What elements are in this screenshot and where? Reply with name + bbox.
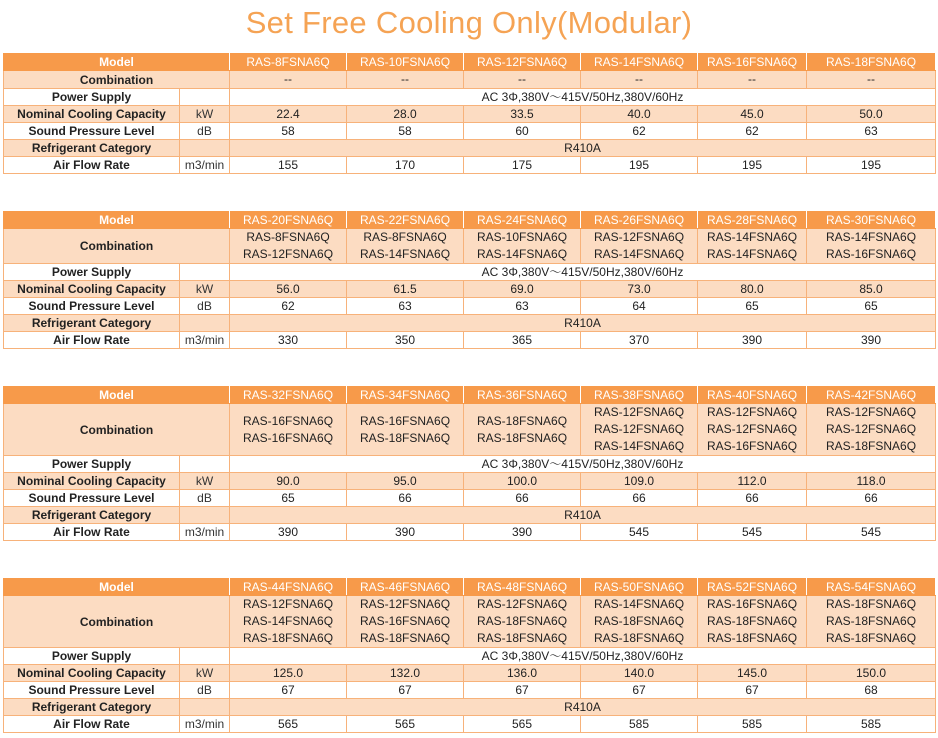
model-name: RAS-12FSNA6Q — [464, 54, 581, 71]
power-supply-unit — [180, 456, 230, 473]
combination-cell — [807, 596, 936, 648]
air-flow-label: Air Flow Rate — [4, 716, 180, 733]
air-flow-value: 390 — [698, 332, 807, 349]
combination-label: Combination — [4, 404, 230, 456]
refrigerant-unit — [180, 140, 230, 157]
combination-unit: RAS-14FSNA6Q — [594, 439, 685, 453]
sound-value: 66 — [464, 490, 581, 507]
model-name: RAS-38FSNA6Q — [581, 387, 698, 404]
combination-unit: RAS-14FSNA6Q — [826, 230, 917, 244]
combination-unit: RAS-18FSNA6Q — [826, 439, 917, 453]
cooling-unit: kW — [180, 473, 230, 490]
air-flow-value: 175 — [464, 157, 581, 174]
refrigerant-unit — [180, 507, 230, 524]
sound-pressure-label: Sound Pressure Level — [4, 123, 180, 140]
model-label: Model — [4, 579, 230, 596]
air-flow-value: 330 — [230, 332, 347, 349]
cooling-value: 109.0 — [581, 473, 698, 490]
combination-cell — [347, 229, 464, 264]
combination-unit: RAS-18FSNA6Q — [707, 631, 798, 645]
combination-unit: RAS-16FSNA6Q — [826, 247, 917, 261]
air-flow-row — [4, 716, 936, 733]
sound-value: 67 — [464, 682, 581, 699]
sound-value: 66 — [698, 490, 807, 507]
refrigerant-row — [4, 699, 936, 716]
cooling-value: 69.0 — [464, 281, 581, 298]
model-name: RAS-34FSNA6Q — [347, 387, 464, 404]
combination-unit: RAS-16FSNA6Q — [360, 413, 451, 428]
sound-value: 65 — [807, 298, 936, 315]
sound-pressure-label: Sound Pressure Level — [4, 298, 180, 315]
combination-cell — [230, 404, 347, 456]
air-flow-value: 585 — [581, 716, 698, 733]
combination-unit: RAS-16FSNA6Q — [707, 597, 798, 611]
cooling-capacity-row — [4, 106, 936, 123]
sound-unit: dB — [180, 682, 230, 699]
sound-value: 63 — [464, 298, 581, 315]
combination-label: Combination — [4, 596, 230, 648]
model-name: RAS-26FSNA6Q — [581, 212, 698, 229]
combination-unit: -- — [635, 72, 644, 86]
model-label: Model — [4, 212, 230, 229]
sound-value: 62 — [698, 123, 807, 140]
page-title: Set Free Cooling Only(Modular) — [245, 5, 693, 40]
combination-unit: RAS-18FSNA6Q — [826, 597, 917, 611]
model-label: Model — [4, 387, 230, 404]
cooling-unit: kW — [180, 665, 230, 682]
combination-unit: RAS-18FSNA6Q — [477, 631, 568, 645]
combination-unit: RAS-12FSNA6Q — [707, 405, 798, 419]
sound-unit: dB — [180, 298, 230, 315]
combination-label: Combination — [4, 71, 230, 89]
combination-unit: RAS-12FSNA6Q — [477, 597, 568, 611]
air-flow-unit: m3/min — [180, 157, 230, 174]
air-flow-label: Air Flow Rate — [4, 157, 180, 174]
air-flow-value: 585 — [807, 716, 936, 733]
model-name: RAS-44FSNA6Q — [230, 579, 347, 596]
power-supply-row — [4, 89, 936, 106]
spec-table — [3, 578, 936, 733]
combination-row — [4, 71, 936, 89]
combination-unit: RAS-14FSNA6Q — [243, 614, 334, 628]
cooling-capacity-row — [4, 473, 936, 490]
combination-unit: RAS-12FSNA6Q — [360, 597, 451, 611]
sound-value: 66 — [581, 490, 698, 507]
combination-cell — [347, 404, 464, 456]
cooling-capacity-label: Nominal Cooling Capacity — [4, 106, 180, 123]
combination-unit: RAS-12FSNA6Q — [826, 422, 917, 436]
combination-unit: RAS-8FSNA6Q — [246, 230, 330, 244]
combination-unit: RAS-18FSNA6Q — [477, 413, 568, 428]
air-flow-value: 565 — [464, 716, 581, 733]
air-flow-label: Air Flow Rate — [4, 524, 180, 541]
spec-table — [3, 386, 936, 541]
cooling-value: 85.0 — [807, 281, 936, 298]
combination-cell — [698, 71, 807, 89]
combination-cell — [581, 596, 698, 648]
sound-pressure-row — [4, 123, 936, 140]
combination-cell — [464, 71, 581, 89]
air-flow-value: 370 — [581, 332, 698, 349]
sound-value: 66 — [347, 490, 464, 507]
model-name: RAS-32FSNA6Q — [230, 387, 347, 404]
model-name: RAS-28FSNA6Q — [698, 212, 807, 229]
cooling-value: 118.0 — [807, 473, 936, 490]
combination-unit: RAS-18FSNA6Q — [594, 614, 685, 628]
combination-cell — [698, 596, 807, 648]
cooling-capacity-label: Nominal Cooling Capacity — [4, 473, 180, 490]
combination-cell — [347, 71, 464, 89]
power-supply-label: Power Supply — [4, 648, 180, 665]
air-flow-value: 545 — [807, 524, 936, 541]
cooling-capacity-row — [4, 665, 936, 682]
sound-value: 62 — [230, 298, 347, 315]
combination-unit: RAS-14FSNA6Q — [594, 597, 685, 611]
model-name: RAS-24FSNA6Q — [464, 212, 581, 229]
combination-cell — [581, 229, 698, 264]
combination-unit: -- — [284, 72, 293, 86]
power-supply-label: Power Supply — [4, 456, 180, 473]
refrigerant-unit — [180, 699, 230, 716]
air-flow-row — [4, 332, 936, 349]
model-name: RAS-54FSNA6Q — [807, 579, 936, 596]
model-name: RAS-40FSNA6Q — [698, 387, 807, 404]
cooling-value: 125.0 — [230, 665, 347, 682]
combination-cell — [807, 229, 936, 264]
cooling-capacity-label: Nominal Cooling Capacity — [4, 665, 180, 682]
air-flow-label: Air Flow Rate — [4, 332, 180, 349]
cooling-value: 50.0 — [807, 106, 936, 123]
cooling-value: 33.5 — [464, 106, 581, 123]
combination-cell — [230, 596, 347, 648]
model-name: RAS-10FSNA6Q — [347, 54, 464, 71]
air-flow-value: 350 — [347, 332, 464, 349]
model-name: RAS-42FSNA6Q — [807, 387, 936, 404]
cooling-value: 145.0 — [698, 665, 807, 682]
air-flow-value: 545 — [698, 524, 807, 541]
sound-value: 63 — [347, 298, 464, 315]
sound-pressure-row — [4, 490, 936, 507]
cooling-value: 150.0 — [807, 665, 936, 682]
sound-value: 65 — [698, 298, 807, 315]
cooling-unit: kW — [180, 281, 230, 298]
combination-unit: RAS-18FSNA6Q — [243, 631, 334, 645]
spec-table — [3, 53, 936, 174]
power-supply-unit — [180, 648, 230, 665]
cooling-value: 61.5 — [347, 281, 464, 298]
refrigerant-value: R410A — [230, 699, 936, 716]
cooling-value: 140.0 — [581, 665, 698, 682]
combination-unit: RAS-18FSNA6Q — [477, 614, 568, 628]
air-flow-value: 390 — [347, 524, 464, 541]
spec-table — [3, 211, 936, 349]
combination-unit: RAS-12FSNA6Q — [243, 597, 334, 611]
combination-unit: RAS-16FSNA6Q — [243, 413, 334, 428]
combination-unit: RAS-14FSNA6Q — [477, 247, 568, 261]
combination-unit: -- — [867, 72, 876, 86]
sound-value: 60 — [464, 123, 581, 140]
air-flow-value: 565 — [230, 716, 347, 733]
combination-unit: RAS-12FSNA6Q — [594, 405, 685, 419]
cooling-value: 112.0 — [698, 473, 807, 490]
power-supply-value: AC 3Φ,380V～415V/50Hz,380V/60Hz — [230, 456, 936, 473]
power-supply-row — [4, 264, 936, 281]
sound-value: 67 — [347, 682, 464, 699]
sound-value: 68 — [807, 682, 936, 699]
cooling-value: 45.0 — [698, 106, 807, 123]
air-flow-unit: m3/min — [180, 524, 230, 541]
sound-value: 63 — [807, 123, 936, 140]
sound-value: 64 — [581, 298, 698, 315]
sound-value: 66 — [807, 490, 936, 507]
cooling-value: 28.0 — [347, 106, 464, 123]
sound-unit: dB — [180, 123, 230, 140]
combination-unit: -- — [748, 72, 757, 86]
sound-pressure-label: Sound Pressure Level — [4, 490, 180, 507]
combination-unit: RAS-14FSNA6Q — [594, 247, 685, 261]
combination-unit: RAS-12FSNA6Q — [594, 230, 685, 244]
air-flow-row — [4, 524, 936, 541]
refrigerant-row — [4, 315, 936, 332]
power-supply-label: Power Supply — [4, 264, 180, 281]
cooling-value: 132.0 — [347, 665, 464, 682]
combination-cell — [464, 404, 581, 456]
air-flow-value: 195 — [581, 157, 698, 174]
model-name: RAS-18FSNA6Q — [807, 54, 936, 71]
power-supply-unit — [180, 264, 230, 281]
cooling-value: 95.0 — [347, 473, 464, 490]
air-flow-value: 170 — [347, 157, 464, 174]
combination-unit: RAS-16FSNA6Q — [243, 430, 334, 445]
refrigerant-row — [4, 507, 936, 524]
combination-cell — [807, 71, 936, 89]
air-flow-value: 565 — [347, 716, 464, 733]
model-name: RAS-16FSNA6Q — [698, 54, 807, 71]
combination-unit: RAS-18FSNA6Q — [477, 430, 568, 445]
combination-unit: RAS-16FSNA6Q — [707, 439, 798, 453]
air-flow-row — [4, 157, 936, 174]
sound-value: 65 — [230, 490, 347, 507]
refrigerant-value: R410A — [230, 140, 936, 157]
sound-value: 62 — [581, 123, 698, 140]
air-flow-unit: m3/min — [180, 332, 230, 349]
sound-pressure-row — [4, 682, 936, 699]
sound-value: 58 — [230, 123, 347, 140]
combination-unit: RAS-16FSNA6Q — [360, 614, 451, 628]
combination-row — [4, 229, 936, 264]
refrigerant-label: Refrigerant Category — [4, 699, 180, 716]
combination-row — [4, 596, 936, 648]
cooling-value: 22.4 — [230, 106, 347, 123]
combination-unit: RAS-18FSNA6Q — [826, 614, 917, 628]
air-flow-value: 195 — [807, 157, 936, 174]
combination-unit: -- — [401, 72, 410, 86]
air-flow-value: 390 — [230, 524, 347, 541]
air-flow-value: 545 — [581, 524, 698, 541]
combination-unit: RAS-12FSNA6Q — [707, 422, 798, 436]
sound-pressure-label: Sound Pressure Level — [4, 682, 180, 699]
refrigerant-row — [4, 140, 936, 157]
model-name: RAS-8FSNA6Q — [230, 54, 347, 71]
combination-cell — [230, 229, 347, 264]
power-supply-unit — [180, 89, 230, 106]
power-supply-value: AC 3Φ,380V～415V/50Hz,380V/60Hz — [230, 264, 936, 281]
combination-unit: RAS-14FSNA6Q — [707, 230, 798, 244]
air-flow-value: 390 — [464, 524, 581, 541]
combination-unit: RAS-18FSNA6Q — [707, 614, 798, 628]
combination-cell — [698, 229, 807, 264]
air-flow-value: 365 — [464, 332, 581, 349]
combination-unit: RAS-14FSNA6Q — [707, 247, 798, 261]
combination-cell — [347, 596, 464, 648]
combination-unit: RAS-8FSNA6Q — [363, 230, 447, 244]
model-name: RAS-22FSNA6Q — [347, 212, 464, 229]
sound-unit: dB — [180, 490, 230, 507]
combination-unit: RAS-12FSNA6Q — [594, 422, 685, 436]
combination-cell — [464, 229, 581, 264]
model-name: RAS-30FSNA6Q — [807, 212, 936, 229]
model-label: Model — [4, 54, 230, 71]
cooling-value: 56.0 — [230, 281, 347, 298]
combination-unit: RAS-18FSNA6Q — [360, 430, 451, 445]
combination-unit: RAS-12FSNA6Q — [243, 247, 334, 261]
model-row — [4, 387, 936, 404]
model-name: RAS-20FSNA6Q — [230, 212, 347, 229]
model-row — [4, 579, 936, 596]
power-supply-label: Power Supply — [4, 89, 180, 106]
combination-cell — [807, 404, 936, 456]
power-supply-value: AC 3Φ,380V～415V/50Hz,380V/60Hz — [230, 89, 936, 106]
combination-unit: RAS-18FSNA6Q — [360, 631, 451, 645]
power-supply-row — [4, 648, 936, 665]
model-name: RAS-48FSNA6Q — [464, 579, 581, 596]
combination-cell — [581, 71, 698, 89]
refrigerant-value: R410A — [230, 315, 936, 332]
air-flow-value: 155 — [230, 157, 347, 174]
combination-label: Combination — [4, 229, 230, 264]
model-name: RAS-52FSNA6Q — [698, 579, 807, 596]
model-name: RAS-36FSNA6Q — [464, 387, 581, 404]
refrigerant-unit — [180, 315, 230, 332]
cooling-capacity-label: Nominal Cooling Capacity — [4, 281, 180, 298]
power-supply-value: AC 3Φ,380V～415V/50Hz,380V/60Hz — [230, 648, 936, 665]
cooling-value: 100.0 — [464, 473, 581, 490]
model-row — [4, 212, 936, 229]
combination-unit: RAS-14FSNA6Q — [360, 247, 451, 261]
model-name: RAS-14FSNA6Q — [581, 54, 698, 71]
sound-pressure-row — [4, 298, 936, 315]
air-flow-value: 195 — [698, 157, 807, 174]
air-flow-value: 390 — [807, 332, 936, 349]
model-name: RAS-46FSNA6Q — [347, 579, 464, 596]
combination-unit: RAS-12FSNA6Q — [826, 405, 917, 419]
combination-cell — [230, 71, 347, 89]
combination-cell — [581, 404, 698, 456]
combination-unit: -- — [518, 72, 527, 86]
refrigerant-label: Refrigerant Category — [4, 140, 180, 157]
cooling-value: 136.0 — [464, 665, 581, 682]
combination-cell — [698, 404, 807, 456]
power-supply-row — [4, 456, 936, 473]
sound-value: 67 — [698, 682, 807, 699]
cooling-value: 40.0 — [581, 106, 698, 123]
combination-cell — [464, 596, 581, 648]
cooling-capacity-row — [4, 281, 936, 298]
cooling-value: 80.0 — [698, 281, 807, 298]
sound-value: 67 — [581, 682, 698, 699]
combination-unit: RAS-10FSNA6Q — [477, 230, 568, 244]
combination-row — [4, 404, 936, 456]
combination-unit: RAS-18FSNA6Q — [594, 631, 685, 645]
refrigerant-label: Refrigerant Category — [4, 315, 180, 332]
refrigerant-value: R410A — [230, 507, 936, 524]
cooling-value: 73.0 — [581, 281, 698, 298]
cooling-value: 90.0 — [230, 473, 347, 490]
model-row — [4, 54, 936, 71]
air-flow-value: 585 — [698, 716, 807, 733]
sound-value: 58 — [347, 123, 464, 140]
model-name: RAS-50FSNA6Q — [581, 579, 698, 596]
combination-unit: RAS-18FSNA6Q — [826, 631, 917, 645]
air-flow-unit: m3/min — [180, 716, 230, 733]
sound-value: 67 — [230, 682, 347, 699]
refrigerant-label: Refrigerant Category — [4, 507, 180, 524]
cooling-unit: kW — [180, 106, 230, 123]
